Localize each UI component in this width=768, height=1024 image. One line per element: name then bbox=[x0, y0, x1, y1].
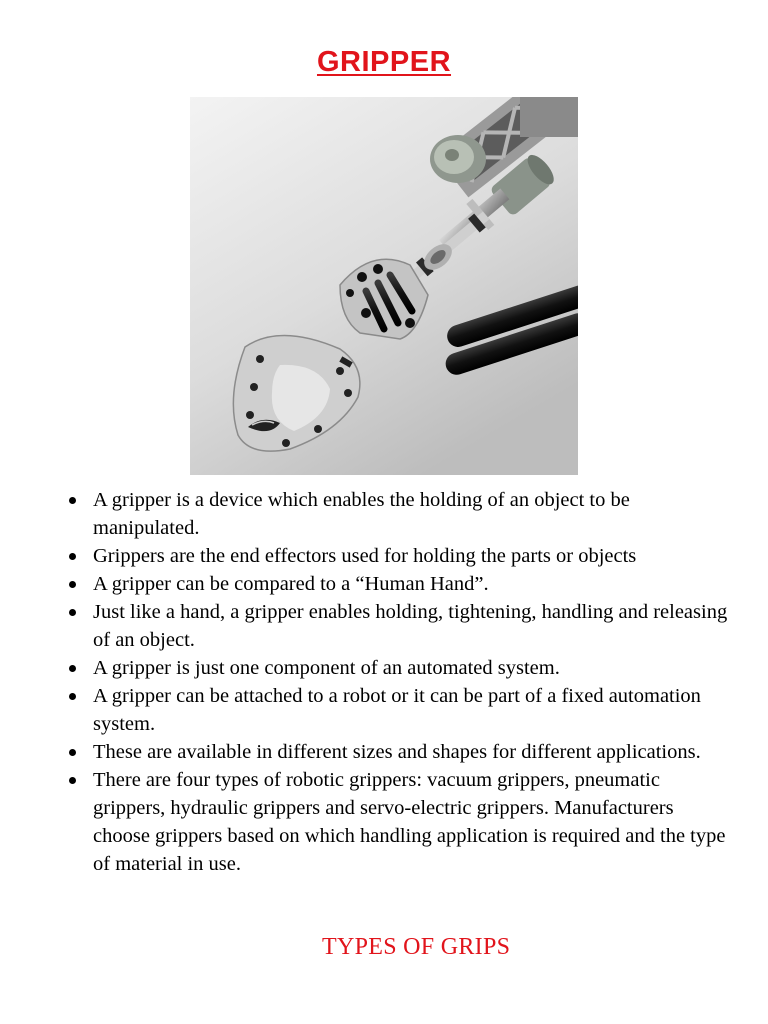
list-item bbox=[93, 682, 733, 738]
bullet-icon bbox=[69, 497, 76, 504]
list-item bbox=[93, 598, 733, 654]
list-item-text: These are available in different sizes and shapes for different applications. bbox=[93, 741, 701, 763]
bullet-icon bbox=[69, 693, 76, 700]
list-item bbox=[93, 766, 733, 878]
gripper-exploded-view-image bbox=[190, 97, 578, 475]
list-item bbox=[93, 486, 733, 542]
list-item-text: A gripper can be compared to a “Human Hand”. bbox=[93, 573, 489, 595]
page-title: GRIPPER bbox=[316, 46, 452, 78]
list-item-text: There are four types of robotic grippers: vacuum grippers, pneumatic grippers, hydraulic grippers and servo-electric grippers. Manufacturers choose grippers based on which handling application is required and the type of material in use. bbox=[93, 769, 726, 875]
bullet-icon bbox=[69, 749, 76, 756]
list-item-text: A gripper can be attached to a robot or it can be part of a fixed automation system. bbox=[93, 685, 701, 735]
bullet-icon bbox=[69, 609, 76, 616]
bullet-icon bbox=[69, 553, 76, 560]
list-item-text: A gripper is just one component of an automated system. bbox=[93, 657, 560, 679]
list-item bbox=[93, 654, 733, 682]
list-item bbox=[93, 542, 733, 570]
bullet-icon bbox=[69, 777, 76, 784]
gripper-facts-list bbox=[93, 486, 733, 878]
list-item-text: Grippers are the end effectors used for holding the parts or objects bbox=[93, 545, 637, 567]
list-item bbox=[93, 738, 733, 766]
section-heading: TYPES OF GRIPS bbox=[322, 934, 511, 960]
bullet-icon bbox=[69, 665, 76, 672]
list-item-text: A gripper is a device which enables the holding of an object to be manipulated. bbox=[93, 489, 630, 539]
list-item bbox=[93, 570, 733, 598]
bullet-icon bbox=[69, 581, 76, 588]
list-item-text: Just like a hand, a gripper enables holding, tightening, handling and releasing of an object. bbox=[93, 601, 728, 651]
